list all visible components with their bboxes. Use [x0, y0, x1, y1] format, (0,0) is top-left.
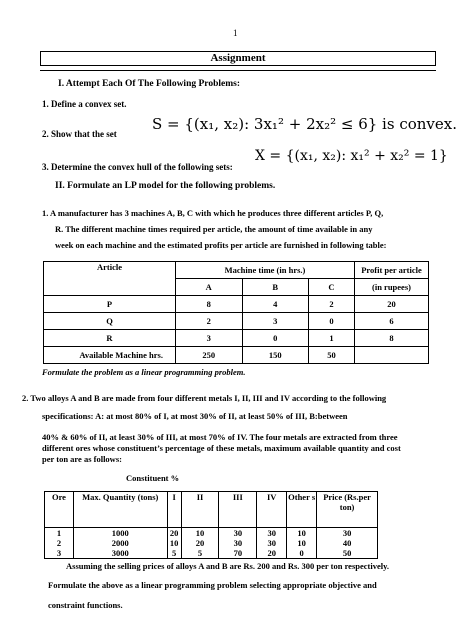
convex-hull-formula: X = {(x₁, x₂): x₁² + x₂² = 1} — [255, 148, 448, 164]
metal-iv-cell: 30 — [257, 538, 287, 548]
table-row — [44, 296, 429, 313]
problem1-line2: R. The different machine times required per article, the amount of time available in any — [55, 224, 373, 234]
table-row — [45, 528, 378, 539]
table-row — [45, 538, 378, 548]
metal-i-cell: 10 — [167, 538, 181, 548]
problem2-line5: per ton are as follows: — [42, 454, 122, 464]
price-cell: 30 — [317, 528, 378, 539]
price-header: Price (Rs.per ton) — [317, 492, 378, 528]
article-header: Article — [44, 262, 176, 296]
title-box — [40, 51, 436, 66]
metal-iii-cell: 30 — [219, 538, 257, 548]
machine-time-header: Machine time (in hrs.) — [176, 262, 355, 279]
question-1: 1. Define a convex set. — [42, 99, 127, 109]
ore-table — [44, 491, 378, 559]
section2-heading: II. Formulate an LP model for the following problems. — [55, 181, 276, 191]
problem2-line6: Assuming the selling prices of alloys A and B are Rs. 200 and Rs. 300 per ton respectively. — [66, 561, 390, 571]
metal-ii-header: II — [181, 492, 219, 528]
metal-i-cell: 5 — [167, 548, 181, 559]
article-label: R — [44, 330, 176, 347]
others-cell: 10 — [287, 528, 317, 539]
title-divider — [40, 70, 436, 71]
others-header: Other s — [287, 492, 317, 528]
article-label: P — [44, 296, 176, 313]
table-row — [44, 330, 429, 347]
ore-cell: 1 — [45, 528, 74, 539]
problem1-line1: 1. A manufacturer has 3 machines A, B, C with which he produces three different articles P, Q, — [42, 208, 384, 218]
price-cell: 50 — [317, 548, 378, 559]
problem2-line4: different ores whose constituent’s percentage of these metals, maximum available quantity and cost — [42, 443, 401, 453]
machine-a-cell: 2 — [176, 313, 243, 330]
problem2-line3: 40% & 60% of II, at least 30% of III, at most 70% of IV. The four metals are extracted from three — [42, 432, 398, 442]
question-2: 2. Show that the set — [42, 129, 117, 139]
available-c-cell: 50 — [309, 347, 355, 364]
profit-cell: 8 — [355, 330, 429, 347]
page-number: 1 — [233, 28, 238, 38]
article-label: Q — [44, 313, 176, 330]
ore-cell: 2 — [45, 538, 74, 548]
max-quantity-header: Max. Quantity (tons) — [73, 492, 167, 528]
convex-set-formula: S = {(x₁, x₂): 3x₁² + 2x₂² ≤ 6} is convex. — [152, 115, 457, 133]
machine-c-header: C — [309, 279, 355, 296]
page-title: Assignment — [210, 52, 266, 64]
profit-cell: 6 — [355, 313, 429, 330]
others-cell: 10 — [287, 538, 317, 548]
machine-c-cell: 1 — [309, 330, 355, 347]
machine-b-cell: 3 — [242, 313, 309, 330]
metal-iv-cell: 20 — [257, 548, 287, 559]
profit-cell: 20 — [355, 296, 429, 313]
problem2-line2: specifications: A: at most 80% of I, at most 30% of II, at least 50% of III, B:between — [42, 411, 348, 421]
available-b-cell: 150 — [242, 347, 309, 364]
available-a-cell: 250 — [176, 347, 243, 364]
section1-heading: I. Attempt Each Of The Following Problems: — [58, 79, 240, 89]
metal-ii-cell: 5 — [181, 548, 219, 559]
problem1-line3: week on each machine and the estimated profits per article are furnished in following table: — [55, 240, 387, 250]
metal-ii-cell: 20 — [181, 538, 219, 548]
price-cell: 40 — [317, 538, 378, 548]
metal-iv-cell: 30 — [257, 528, 287, 539]
others-cell: 0 — [287, 548, 317, 559]
machine-c-cell: 0 — [309, 313, 355, 330]
metal-i-header: I — [167, 492, 181, 528]
machine-b-cell: 0 — [242, 330, 309, 347]
machine-b-header: B — [242, 279, 309, 296]
available-profit-cell — [355, 347, 429, 364]
metal-iii-header: III — [219, 492, 257, 528]
metal-ii-cell: 10 — [181, 528, 219, 539]
quantity-cell: 1000 — [73, 528, 167, 539]
quantity-cell: 3000 — [73, 548, 167, 559]
metal-iv-header: IV — [257, 492, 287, 528]
table-row — [45, 548, 378, 559]
ore-header: Ore — [45, 492, 74, 528]
profit-unit-header: (in rupees) — [355, 279, 429, 296]
quantity-cell: 2000 — [73, 538, 167, 548]
problem2-line8: constraint functions. — [48, 600, 123, 610]
machine-time-table — [43, 261, 429, 364]
profit-header: Profit per article — [355, 262, 429, 279]
machine-c-cell: 2 — [309, 296, 355, 313]
ore-cell: 3 — [45, 548, 74, 559]
constituent-label: Constituent % — [126, 473, 180, 483]
machine-a-cell: 8 — [176, 296, 243, 313]
problem1-footnote: Formulate the problem as a linear programming problem. — [42, 367, 246, 377]
metal-iii-cell: 30 — [219, 528, 257, 539]
machine-a-header: A — [176, 279, 243, 296]
table-row — [44, 313, 429, 330]
table-row — [44, 347, 429, 364]
machine-a-cell: 3 — [176, 330, 243, 347]
problem2-line7: Formulate the above as a linear programming problem selecting appropriate objective and — [48, 580, 377, 590]
metal-i-cell: 20 — [167, 528, 181, 539]
problem2-line1: 2. Two alloys A and B are made from four different metals I, II, III and IV according to the following — [22, 393, 387, 403]
machine-b-cell: 4 — [242, 296, 309, 313]
available-label: Available Machine hrs. — [44, 347, 176, 364]
question-3: 3. Determine the convex hull of the following sets: — [42, 162, 233, 172]
metal-iii-cell: 70 — [219, 548, 257, 559]
